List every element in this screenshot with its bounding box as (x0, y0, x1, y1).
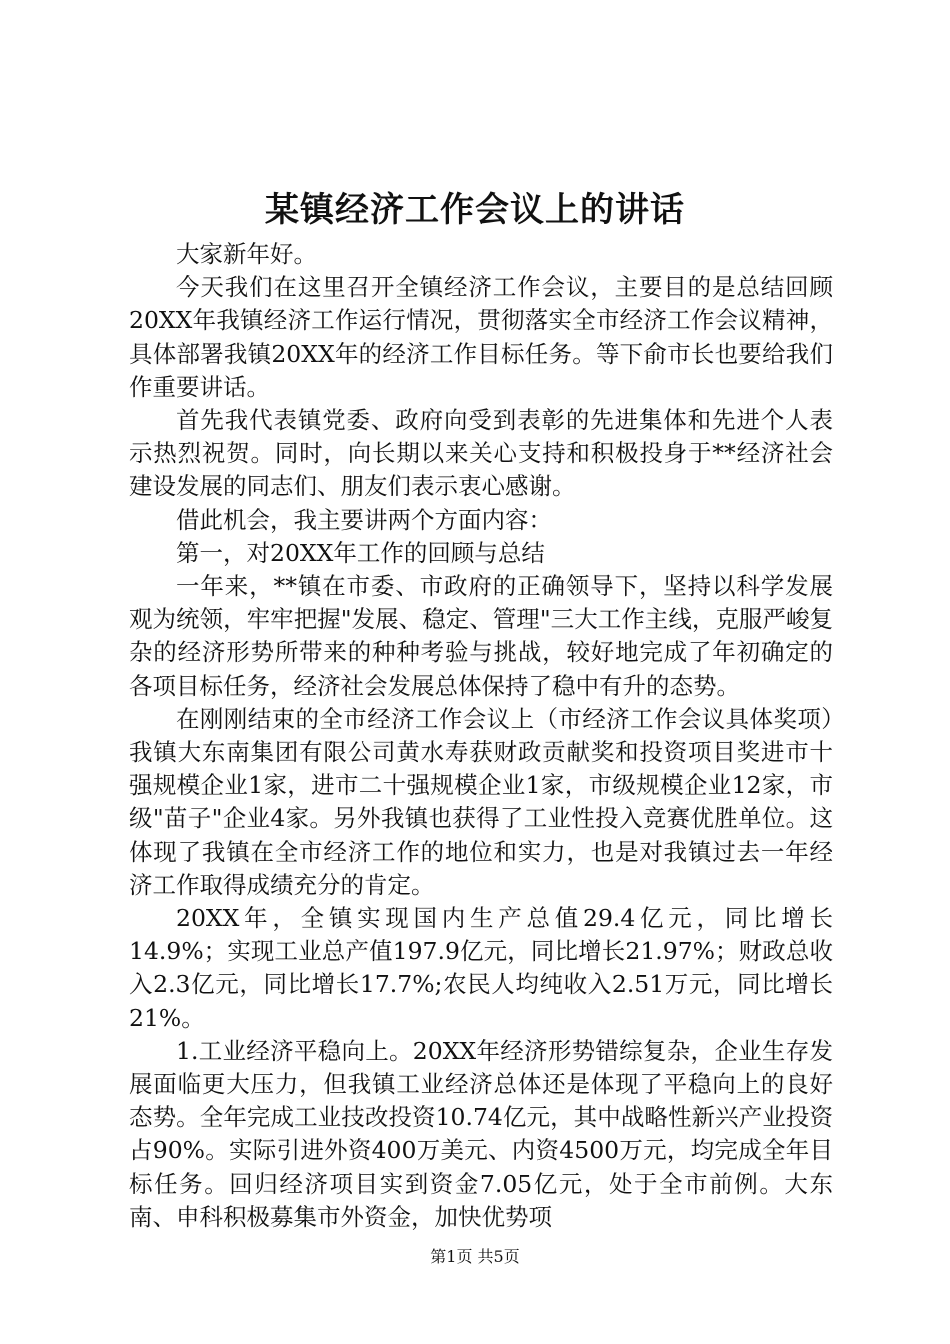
page-number-footer: 第1页 共5页 (430, 1247, 520, 1266)
paragraph-industrial-economy: 1.工业经济平稳向上。20XX年经济形势错综复杂，企业生存发展面临更大压力，但我镇工业经济总体还是体现了平稳向上的良好态势。全年完成工业技改投资10.74亿元，其中战略性新兴产业投资占90%。实际引进外资400万美元、内资4500万元，均完成全年目标任务。回归经济项目实到资金7.05亿元，处于全市前例。大东南、申科积极募集市外资金，加快优势项 (129, 1036, 833, 1231)
paragraph-statistics: 20XX年，全镇实现国内生产总值29.4亿元，同比增长14.9%；实现工业总产值197.9亿元，同比增长21.97%；财政总收入2.3亿元，同比增长17.7%;农民人均纯收入2.51万元，同比增长21%。 (129, 904, 833, 1032)
paragraph-year-review: 一年来，**镇在市委、市政府的正确领导下，坚持以科学发展观为统领，牢牢把握"发展、稳定、管理"三大工作主线，克服严峻复杂的经济形势所带来的种种考验与挑战，较好地完成了年初确定的各项目标任务，经济社会发展总体保持了稳中有升的态势。 (129, 572, 833, 700)
paragraph-congratulations: 首先我代表镇党委、政府向受到表彰的先进集体和先进个人表示热烈祝贺。同时，向长期以来关心支持和积极投身于**经济社会建设发展的同志们、朋友们表示衷心感谢。 (129, 406, 833, 501)
document-title: 某镇经济工作会议上的讲话 (265, 190, 685, 230)
paragraph-greeting: 大家新年好。 (176, 240, 317, 268)
paragraph-outline: 借此机会，我主要讲两个方面内容： (176, 505, 552, 534)
paragraph-purpose: 今天我们在这里召开全镇经济工作会议，主要目的是总结回顾20XX年我镇经济工作运行情况，贯彻落实全市经济工作会议精神，具体部署我镇20XX年的经济工作目标任务。等下俞市长也要给我们作重要讲话。 (129, 273, 833, 401)
document-body (129, 238, 833, 1234)
paragraph-section-heading: 第一，对20XX年工作的回顾与总结 (176, 538, 545, 567)
paragraph-awards: 在刚刚结束的全市经济工作会议上（市经济工作会议具体奖项）我镇大东南集团有限公司黄水寿获财政贡献奖和投资项目奖进市十强规模企业1家，进市二十强规模企业1家，市级规模企业12家，市级"苗子"企业4家。另外我镇也获得了工业性投入竞赛优胜单位。这体现了我镇在全市经济工作的地位和实力，也是对我镇过去一年经济工作取得成绩充分的肯定。 (129, 704, 833, 899)
